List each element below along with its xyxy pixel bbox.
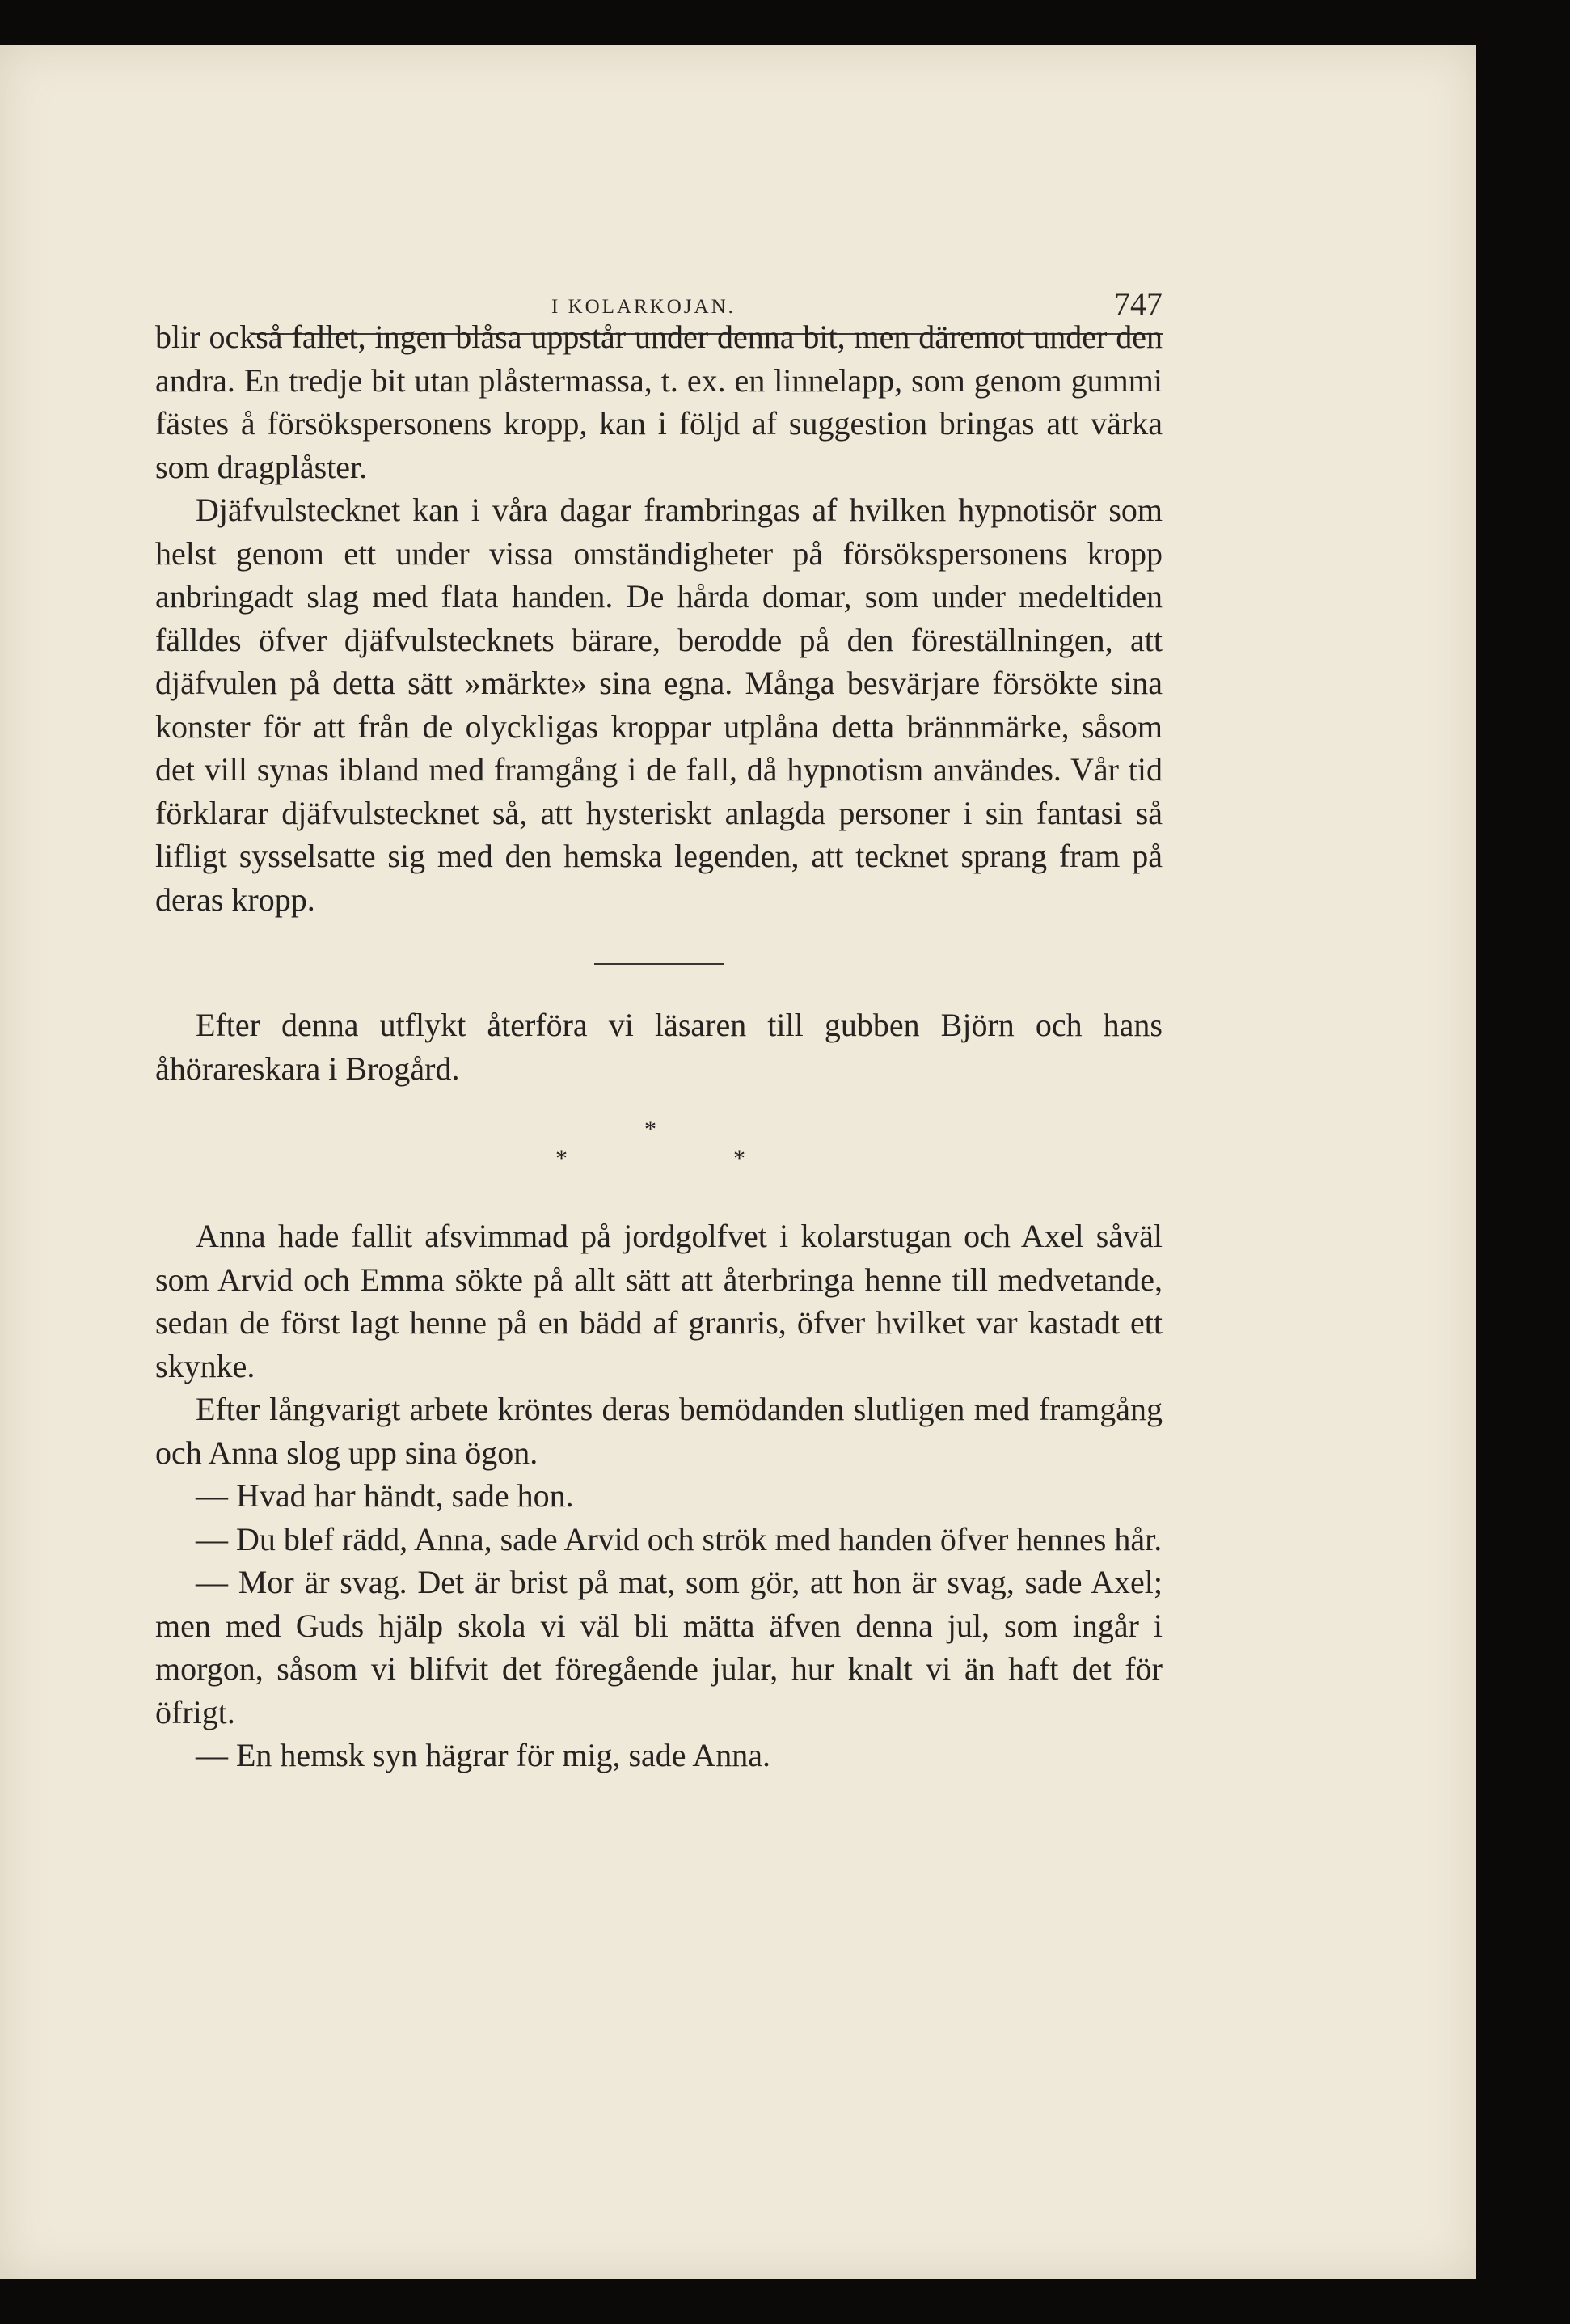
section-divider-rule bbox=[594, 963, 724, 965]
dialogue-line: — Du blef rädd, Anna, sade Arvid och strök med handen öfver hennes hår. bbox=[196, 1520, 1163, 1557]
asterism-star: * bbox=[644, 1116, 656, 1143]
asterism-star: * bbox=[733, 1145, 745, 1172]
page-number: 747 bbox=[1114, 285, 1163, 322]
paragraph-utflykt: Efter denna utflykt återföra vi läsaren till gubben Björn och hans åhörareskara i Brogård. bbox=[155, 1007, 1163, 1087]
paragraph-anna-svimmad: Anna hade fallit afsvimmad på jordgolfvet i kolarstugan och Axel såväl som Arvid och Emma sökte på allt sätt att återbringa henne till medvetande, sedan de först lagt henne på en bädd af granris, öfver hvilket var kastadt ett skynke. bbox=[155, 1218, 1163, 1384]
paragraph-continued: blir också fallet, ingen blåsa uppstår under denna bit, men däremot under den andra. En tredje bit utan plåstermassa, t. ex. en linnelapp, som genom gummi fästes å försökspersonens kropp, kan i följd af suggestion bringas att värka som dragplåster. bbox=[155, 319, 1163, 485]
dialogue-line: — Mor är svag. Det är brist på mat, som gör, att hon är svag, sade Axel; men med Guds hjälp skola vi väl bli mätta äfven denna jul, som ingår i morgon, såsom vi blifvit det föregående jular, hur knalt vi än haft det för öfrigt. bbox=[155, 1564, 1163, 1730]
dialogue-line: — Hvad har händt, sade hon. bbox=[196, 1477, 574, 1514]
paragraph-djafvulstecknet: Djäfvulstecknet kan i våra dagar frambringas af hvilken hypnotisör som helst genom ett under vissa omständigheter på försökspersonens kropp anbringadt slag med flata handen. De hårda domar, som under medeltiden fälldes öfver djäfvulstecknets bärare, berodde på den föreställningen, att djäfvulen på detta sätt »märkte» sina egna. Många besvärjare försökte sina konster för att från de olyckligas kroppar utplåna detta brännmärke, såsom det vill synas ibland med framgång i de fall, då hypnotism användes. Vår tid förklarar djäfvulstecknet så, att hysteriskt anlagda personer i sin fantasi så lifligt sysselsatte sig med den hemska legenden, att tecknet sprang fram på deras kropp. bbox=[155, 492, 1163, 918]
body-text bbox=[155, 315, 1163, 1777]
dialogue-line: — En hemsk syn hägrar för mig, sade Anna. bbox=[196, 1737, 770, 1773]
running-head: I KOLARKOJAN. bbox=[551, 296, 736, 318]
asterism-star: * bbox=[555, 1145, 568, 1172]
asterism-divider bbox=[155, 1101, 1163, 1198]
paragraph-langvarigt-arbete: Efter långvarigt arbete kröntes deras bemödanden slutligen med framgång och Anna slog upp sina ögon. bbox=[155, 1391, 1163, 1471]
